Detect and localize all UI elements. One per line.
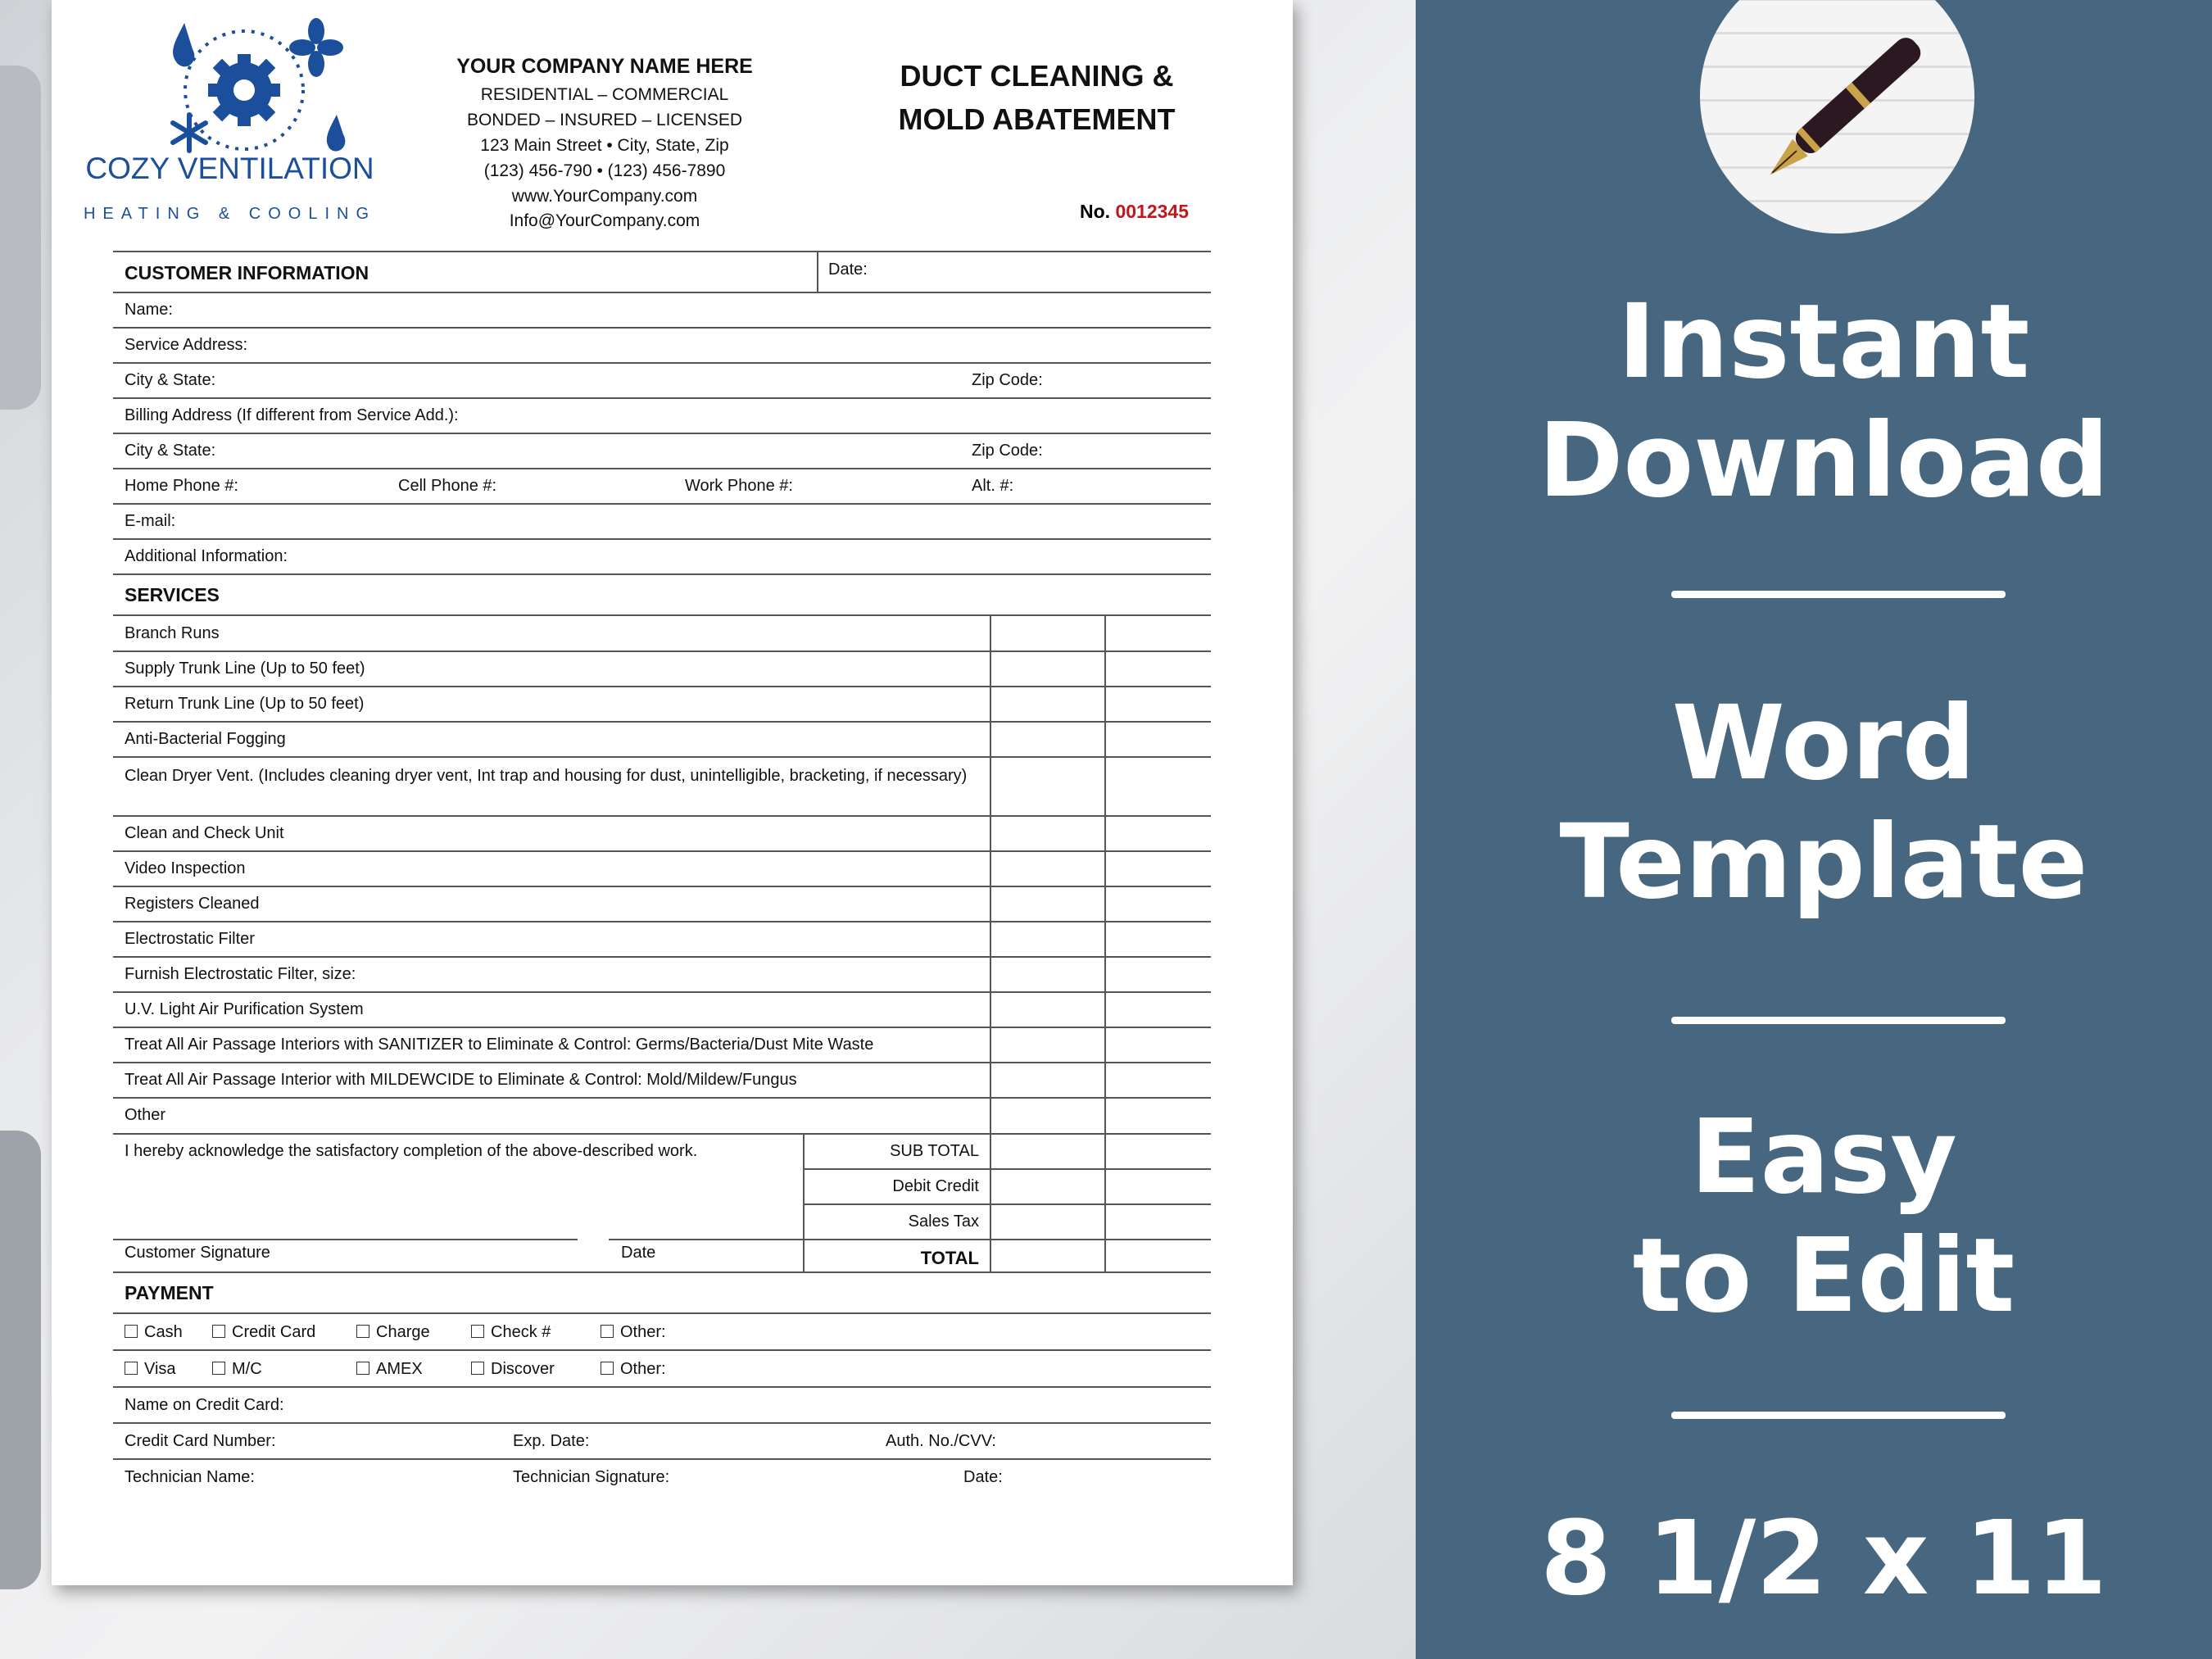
payment-option[interactable]: Charge	[356, 1323, 430, 1342]
company-name: YOUR COMPANY NAME HERE	[456, 55, 753, 78]
card-number-field[interactable]: Credit Card Number:	[125, 1432, 276, 1450]
service-item: Clean and Check Unit	[125, 824, 284, 842]
acknowledge-text: I hereby acknowledge the satisfactory completion of the above-described work.	[125, 1142, 698, 1160]
checkbox-icon	[212, 1362, 225, 1375]
service-item: Clean Dryer Vent. (Includes cleaning dryer vent, Int trap and housing for dust, unintelligible, bracketing, if necessary)	[125, 767, 968, 785]
gear-fan-icon	[142, 18, 347, 157]
panel-divider	[1671, 1017, 2006, 1024]
email-field[interactable]: E-mail:	[125, 512, 176, 530]
payment-heading: PAYMENT	[125, 1282, 214, 1303]
debit-credit-label: Debit Credit	[892, 1177, 979, 1195]
billing-city-state-field[interactable]: City & State:	[125, 442, 216, 460]
service-item: Anti-Bacterial Fogging	[125, 730, 286, 748]
company-line2: BONDED – INSURED – LICENSED	[466, 111, 743, 129]
payment-option[interactable]: Other:	[601, 1360, 666, 1379]
exp-date-field[interactable]: Exp. Date:	[513, 1432, 590, 1450]
panel-divider	[1671, 1412, 2006, 1419]
checkbox-icon	[471, 1362, 484, 1375]
checkbox-icon	[601, 1362, 614, 1375]
technician-date-field[interactable]: Date:	[963, 1468, 1003, 1486]
doc-number-label: No.	[1080, 201, 1111, 222]
customer-date-label[interactable]: Date:	[828, 261, 868, 279]
checkbox-icon	[356, 1362, 369, 1375]
panel-line-download: Download	[1538, 401, 2110, 520]
services-heading: SERVICES	[125, 584, 220, 605]
logo-tagline: HEATING & COOLING	[83, 205, 377, 223]
service-item: Treat All Air Passage Interiors with SANITIZER to Eliminate & Control: Germs/Bacteria/Dust Mite Waste	[125, 1036, 874, 1054]
doc-number-value: 0012345	[1115, 201, 1189, 222]
service-item: Other	[125, 1106, 166, 1124]
panel-line-template: Template	[1559, 803, 2088, 922]
company-phones: (123) 456-790 • (123) 456-7890	[483, 161, 726, 180]
phone-edge	[0, 1131, 41, 1589]
checkbox-icon	[356, 1325, 369, 1338]
service-item: Furnish Electrostatic Filter, size:	[125, 965, 356, 983]
company-email: Info@YourCompany.com	[509, 211, 700, 230]
work-phone-field[interactable]: Work Phone #:	[685, 477, 793, 495]
payment-option[interactable]: Cash	[125, 1323, 183, 1342]
panel-line-word: Word	[1671, 684, 1976, 803]
billing-address-field[interactable]: Billing Address (If different from Service Add.):	[125, 406, 459, 424]
payment-option[interactable]: AMEX	[356, 1360, 423, 1379]
service-item: Treat All Air Passage Interior with MILDEWCIDE to Eliminate & Control: Mold/Mildew/Fungus	[125, 1071, 797, 1089]
payment-option[interactable]: Other:	[601, 1323, 666, 1342]
doc-title-line1: DUCT CLEANING &	[900, 59, 1174, 93]
customer-name-field[interactable]: Name:	[125, 301, 173, 319]
payment-option[interactable]: Check #	[471, 1323, 551, 1342]
payment-option[interactable]: Credit Card	[212, 1323, 315, 1342]
panel-line-instant: Instant	[1617, 283, 2030, 401]
customer-heading: CUSTOMER INFORMATION	[125, 262, 369, 283]
company-line1: RESIDENTIAL – COMMERCIAL	[480, 85, 729, 104]
zip-code-field[interactable]: Zip Code:	[972, 371, 1043, 389]
checkbox-icon	[125, 1325, 138, 1338]
checkbox-icon	[471, 1325, 484, 1338]
panel-divider	[1671, 591, 2006, 598]
panel-line-size: 8 1/2 x 11	[1540, 1499, 2107, 1618]
logo-name: COZY VENTILATION	[85, 152, 374, 185]
signature-date-field[interactable]: Date	[621, 1244, 656, 1262]
laptop-edge	[0, 66, 41, 410]
doc-title-line2: MOLD ABATEMENT	[898, 102, 1176, 136]
doc-number	[1080, 201, 1189, 223]
service-item: Branch Runs	[125, 624, 220, 642]
payment-option[interactable]: Visa	[125, 1360, 176, 1379]
technician-name-field[interactable]: Technician Name:	[125, 1468, 255, 1486]
company-website: www.YourCompany.com	[511, 187, 698, 206]
service-item: Supply Trunk Line (Up to 50 feet)	[125, 660, 365, 678]
company-address: 123 Main Street • City, State, Zip	[480, 136, 729, 155]
city-state-field[interactable]: City & State:	[125, 371, 216, 389]
service-item: Registers Cleaned	[125, 895, 260, 913]
payment-option[interactable]: Discover	[471, 1360, 555, 1379]
payment-option[interactable]: M/C	[212, 1360, 262, 1379]
service-address-field[interactable]: Service Address:	[125, 336, 248, 354]
checkbox-icon	[125, 1362, 138, 1375]
form-sheet	[52, 0, 1293, 1585]
cell-phone-field[interactable]: Cell Phone #:	[398, 477, 497, 495]
home-phone-field[interactable]: Home Phone #:	[125, 477, 238, 495]
service-item: Video Inspection	[125, 859, 246, 877]
service-item: Electrostatic Filter	[125, 930, 255, 948]
customer-signature-field[interactable]: Customer Signature	[125, 1244, 270, 1262]
total-label: TOTAL	[920, 1248, 979, 1268]
checkbox-icon	[601, 1325, 614, 1338]
billing-zip-field[interactable]: Zip Code:	[972, 442, 1043, 460]
logo-graphic	[142, 18, 347, 157]
panel-line-to-edit: to Edit	[1632, 1217, 2015, 1335]
service-item: U.V. Light Air Purification System	[125, 1000, 364, 1018]
sub-total-label: SUB TOTAL	[890, 1142, 979, 1160]
service-item: Return Trunk Line (Up to 50 feet)	[125, 695, 365, 713]
auth-cvv-field[interactable]: Auth. No./CVV:	[886, 1432, 996, 1450]
additional-info-field[interactable]: Additional Information:	[125, 547, 288, 565]
panel-line-easy: Easy	[1690, 1098, 1957, 1217]
alt-phone-field[interactable]: Alt. #:	[972, 477, 1014, 495]
technician-signature-field[interactable]: Technician Signature:	[513, 1468, 670, 1486]
sales-tax-label: Sales Tax	[908, 1213, 979, 1231]
name-on-card-field[interactable]: Name on Credit Card:	[125, 1396, 284, 1414]
checkbox-icon	[212, 1325, 225, 1338]
